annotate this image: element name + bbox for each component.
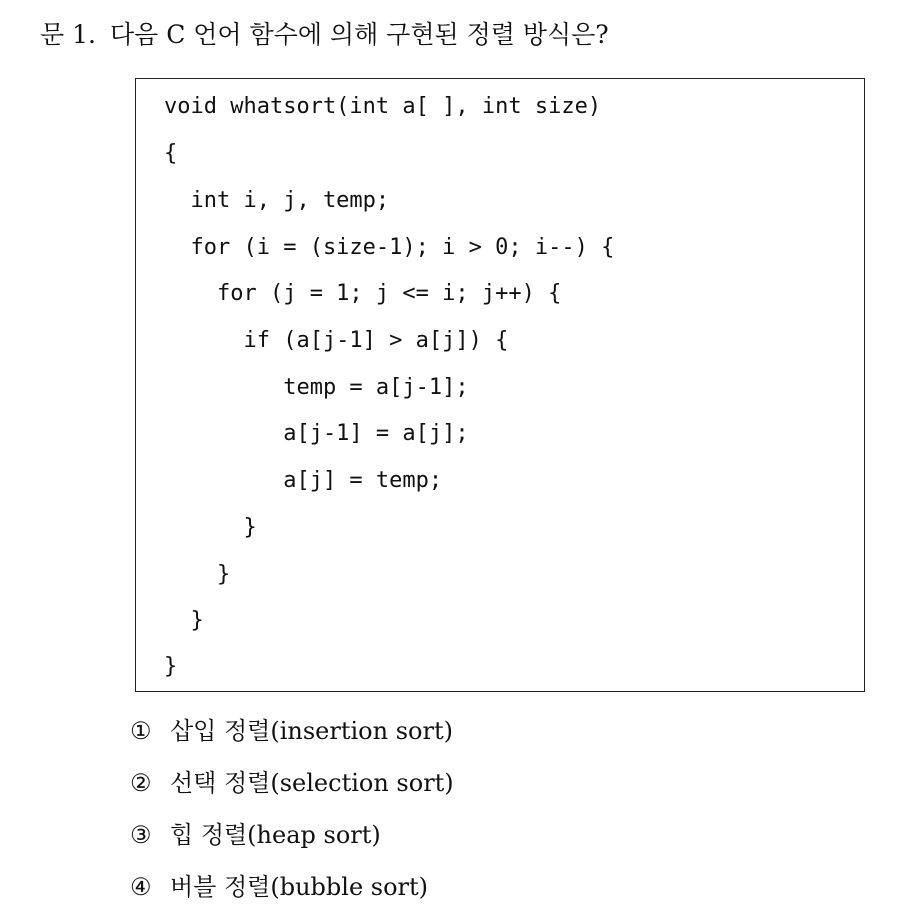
option-text: 힙 정렬(heap sort) [170, 821, 381, 849]
code-line: } [164, 562, 231, 587]
answer-option-3[interactable] [130, 819, 381, 851]
option-marker: ① [130, 717, 152, 745]
question-number: 문 1. [40, 20, 96, 49]
option-text: 삽입 정렬(insertion sort) [170, 717, 453, 745]
code-line: } [164, 608, 204, 633]
answer-option-4[interactable] [130, 871, 428, 903]
code-line: for (i = (size-1); i > 0; i--) { [164, 235, 615, 260]
option-text: 선택 정렬(selection sort) [170, 769, 454, 797]
option-marker: ④ [130, 873, 152, 901]
code-line: for (j = 1; j <= i; j++) { [164, 281, 562, 306]
code-line: if (a[j-1] > a[j]) { [164, 328, 509, 353]
option-marker: ③ [130, 821, 152, 849]
code-line: temp = a[j-1]; [164, 375, 469, 400]
answer-option-2[interactable] [130, 767, 454, 799]
option-text: 버블 정렬(bubble sort) [170, 873, 429, 901]
code-line: { [164, 141, 178, 166]
code-line: a[j-1] = a[j]; [164, 421, 469, 446]
answer-option-1[interactable] [130, 715, 453, 747]
code-line: } [164, 654, 178, 679]
code-block [135, 78, 865, 692]
question-text: 다음 C 언어 함수에 의해 구현된 정렬 방식은? [109, 20, 609, 49]
code-line: } [164, 515, 257, 540]
code-line: int i, j, temp; [164, 188, 390, 213]
code-line: void whatsort(int a[ ], int size) [164, 94, 602, 119]
code-line: a[j] = temp; [164, 468, 443, 493]
question-stem [40, 18, 609, 52]
option-marker: ② [130, 769, 152, 797]
